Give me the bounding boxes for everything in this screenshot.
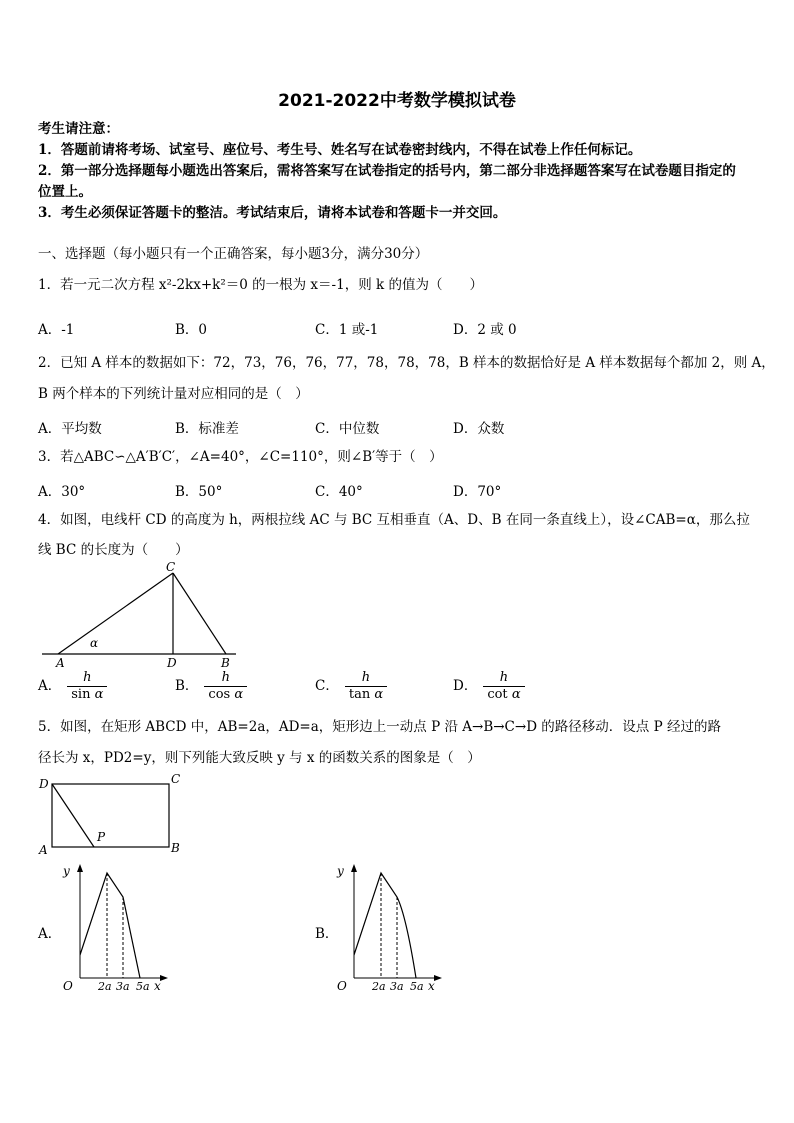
fraction: $\frac{h}{\text{cos α}}$ <box>204 670 247 703</box>
axis-x-label: x <box>154 979 161 993</box>
curve <box>80 873 140 978</box>
origin-label: O <box>63 979 73 993</box>
tick-label: 5a <box>410 980 424 993</box>
option-letter: C． <box>315 678 339 694</box>
label-p: P <box>97 830 106 844</box>
label-d: D <box>167 656 177 670</box>
q3-option-b: B．50° <box>175 484 223 500</box>
rectangle-abcd <box>52 784 169 847</box>
line-bc <box>173 573 226 654</box>
q1-option-a: A．-1 <box>38 322 75 338</box>
notice-item: 3．考生必须保证答题卡的整洁。考试结束后，请将本试卷和答题卡一并交回。 <box>38 205 507 221</box>
question-4-stem: 线 BC 的长度为（ ） <box>38 542 189 558</box>
question-3-stem: 3．若△ABC∽△A′B′C′，∠A=40°，∠C=110°，则∠B′等于（ ） <box>38 449 443 465</box>
q2-option-c: C．中位数 <box>315 421 380 437</box>
fraction: $\frac{h}{\text{tan α}}$ <box>345 670 387 703</box>
line-ac <box>58 573 173 654</box>
q5-option-b-graph <box>334 860 444 995</box>
question-1-stem: 1．若一元二次方程 x²-2kx+k²＝0 的一根为 x＝-1，则 k 的值为（ ） <box>38 277 483 293</box>
axis-x-label: x <box>428 979 435 993</box>
q2-option-a: A．平均数 <box>38 421 102 437</box>
option-letter: B． <box>175 678 199 694</box>
q2-option-d: D．众数 <box>453 421 505 437</box>
q3-option-d: D．70° <box>453 484 502 500</box>
tick-label: 5a <box>136 980 150 993</box>
tick-label: 2a <box>372 980 386 993</box>
q4-option-d <box>453 670 525 703</box>
label-c: C <box>166 560 176 574</box>
line-dp <box>52 784 94 847</box>
axis-y-label: y <box>63 864 70 878</box>
label-a: A <box>39 843 48 857</box>
q2-option-b: B．标准差 <box>175 421 239 437</box>
notice-item: 位置上。 <box>38 184 92 200</box>
label-d: D <box>39 777 49 791</box>
question-2-stem: B 两个样本的下列统计量对应相同的是（ ） <box>38 386 309 402</box>
label-a: A <box>56 656 65 670</box>
notice-heading: 考生请注意： <box>38 121 119 137</box>
q5-option-a-label: A． <box>38 926 62 942</box>
q1-option-b: B．0 <box>175 322 208 338</box>
option-letter: D． <box>453 678 478 694</box>
tick-label: 2a <box>98 980 112 993</box>
option-letter: A． <box>38 678 62 694</box>
question-5-stem: 5．如图，在矩形 ABCD 中，AB=2a，AD=a，矩形边上一动点 P 沿 A→B→C→D 的路径移动．设点 P 经过的路 <box>38 719 721 735</box>
q4-option-b <box>175 670 247 703</box>
q3-option-a: A．30° <box>38 484 86 500</box>
origin-label: O <box>337 979 347 993</box>
label-b: B <box>171 841 180 855</box>
axis-y-label: y <box>337 864 344 878</box>
curve <box>354 873 416 978</box>
q5-option-b-label: B． <box>315 926 339 942</box>
label-b: B <box>221 656 230 670</box>
q4-triangle-figure <box>40 558 240 670</box>
section-heading: 一、选择题（每小题只有一个正确答案，每小题3分，满分30分） <box>38 246 429 262</box>
tick-label: 3a <box>116 980 130 993</box>
page-title: 2021-2022中考数学模拟试卷 <box>278 91 516 111</box>
tick-label: 3a <box>390 980 404 993</box>
notice-item: 1．答题前请将考场、试室号、座位号、考生号、姓名写在试卷密封线内，不得在试卷上作任何标记。 <box>38 142 642 158</box>
label-c: C <box>171 772 181 786</box>
question-5-stem: 径长为 x，PD2=y，则下列能大致反映 y 与 x 的函数关系的图象是（ ） <box>38 750 481 766</box>
question-2-stem: 2．已知 A 样本的数据如下：72，73，76，76，77，78，78，78，B 样本的数据恰好是 A 样本数据每个都加 2，则 A， <box>38 355 775 371</box>
q1-option-d: D．2 或 0 <box>453 322 517 338</box>
q3-option-c: C．40° <box>315 484 363 500</box>
fraction: $\frac{h}{\text{cot α}}$ <box>483 670 524 703</box>
q5-option-a-graph <box>60 860 170 995</box>
notice-item: 2．第一部分选择题每小题选出答案后，需将答案写在试卷指定的括号内，第二部分非选择题答案写在试卷题目指定的 <box>38 163 736 179</box>
label-alpha: α <box>90 636 99 650</box>
fraction: $\frac{h}{\text{sin α}}$ <box>67 670 107 703</box>
q1-option-c: C．1 或-1 <box>315 322 379 338</box>
q5-rectangle-figure <box>36 770 186 858</box>
question-4-stem: 4．如图，电线杆 CD 的高度为 h，两根拉线 AC 与 BC 互相垂直（A、D、B 在同一条直线上），设∠CAB=α，那么拉 <box>38 512 750 528</box>
q4-option-c <box>315 670 387 703</box>
q4-option-a <box>38 670 107 703</box>
